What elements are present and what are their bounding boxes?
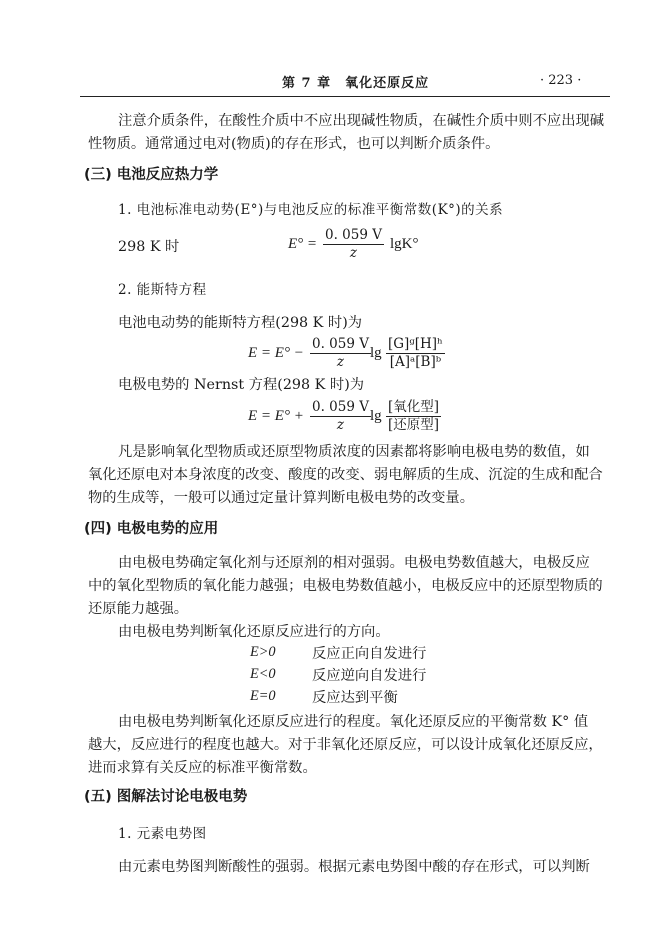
- eq2-products: [G]ᵍ[H]ʰ: [388, 336, 443, 352]
- eq1-denominator: z: [349, 245, 358, 261]
- section-5-sub-1: 1. 元素电势图: [118, 826, 207, 842]
- section-4-para1-line-1: 由电极电势确定氧化剂与还原剂的相对强弱。电极电势数值越大，电极反应: [118, 555, 590, 571]
- section-5-para: 由元素电势图判断酸性的强弱。根据元素电势图中酸的存在形式，可以判断: [118, 859, 590, 875]
- condition-2-expr: E<0: [250, 666, 276, 682]
- eq2-concentration-ratio: [386, 337, 445, 370]
- eq3-lhs: E = E° +: [248, 408, 304, 424]
- section-4-para1-line-2: 中的氧化型物质的氧化能力越强；电极电势数值越小，电极反应中的还原型物质的: [88, 578, 603, 594]
- section-4-title: (四) 电极电势的应用: [84, 521, 219, 537]
- section-4-para2-line-3: 进而求算有关反应的标准平衡常数。: [88, 760, 317, 776]
- eq3-numerator: 0. 059 V: [312, 399, 369, 415]
- condition-2-desc: 反应逆向自发进行: [312, 668, 427, 684]
- eq3-reduced-form: [还原型]: [388, 417, 440, 433]
- direction-intro: 由电极电势判断氧化还原反应进行的方向。: [118, 624, 390, 640]
- eq3-denominator: z: [336, 417, 345, 433]
- header-rule: [80, 96, 610, 97]
- cell-nernst-intro: 电池电动势的能斯特方程(298 K 时)为: [118, 315, 363, 331]
- condition-3-expr: E=0: [250, 688, 276, 704]
- eq1-lhs: E° =: [288, 236, 318, 252]
- section-5-title: (五) 图解法讨论电极电势: [84, 789, 248, 805]
- eq3-lg: lg: [370, 408, 382, 424]
- chapter-header: 第 7 章 氧化还原反应: [282, 76, 430, 91]
- eq2-fraction: [310, 337, 371, 370]
- intro-line-2: 性物质。通常通过电对(物质)的存在形式，也可以判断介质条件。: [88, 136, 500, 152]
- eq2-reactants: [A]ᵃ[B]ᵇ: [389, 354, 442, 370]
- eq1-numerator: 0. 059 V: [325, 227, 382, 243]
- eq2-lhs: E = E° −: [248, 345, 304, 361]
- section-4-para1-line-3: 还原能力越强。: [88, 601, 189, 617]
- eq1-fraction: [323, 228, 384, 261]
- eq2-lg: lg: [370, 345, 382, 361]
- eq3-concentration-ratio: [386, 400, 441, 433]
- section-3-para-line-3: 物的生成等，一般可以通过定量计算判断电极电势的改变量。: [88, 490, 475, 506]
- eq3-oxidized-form: [氧化型]: [388, 399, 440, 415]
- condition-1-expr: E>0: [250, 644, 276, 660]
- section-3-sub-2: 2. 能斯特方程: [118, 282, 207, 298]
- section-3-para-line-1: 凡是影响氧化型物质或还原型物质浓度的因素都将影响电极电势的数值，如: [118, 444, 590, 460]
- temp-label: 298 K 时: [118, 239, 180, 255]
- eq2-denominator: z: [336, 354, 345, 370]
- condition-1-desc: 反应正向自发进行: [312, 646, 427, 662]
- section-3-para-line-2: 氧化还原电对本身浓度的改变、酸度的改变、弱电解质的生成、沉淀的生成和配合: [88, 467, 603, 483]
- eq2-numerator: 0. 059 V: [312, 336, 369, 352]
- condition-3-desc: 反应达到平衡: [312, 690, 398, 706]
- section-3-sub-1: 1. 电池标准电动势(E°)与电池反应的标准平衡常数(K°)的关系: [118, 202, 504, 218]
- electrode-nernst-intro: 电极电势的 Nernst 方程(298 K 时)为: [118, 377, 365, 393]
- section-4-para2-line-2: 越大，反应进行的程度也越大。对于非氧化还原反应，可以设计成氧化还原反应，: [88, 737, 603, 753]
- intro-line-1: 注意介质条件，在酸性介质中不应出现碱性物质，在碱性介质中则不应出现碱: [118, 113, 605, 129]
- section-4-para2-line-1: 由电极电势判断氧化还原反应进行的程度。氧化还原反应的平衡常数 K° 值: [118, 714, 589, 730]
- eq3-fraction: [310, 400, 371, 433]
- page-number: · 223 ·: [540, 73, 582, 88]
- eq1-rhs: lgK°: [390, 236, 419, 252]
- section-3-title: (三) 电池反应热力学: [84, 167, 219, 183]
